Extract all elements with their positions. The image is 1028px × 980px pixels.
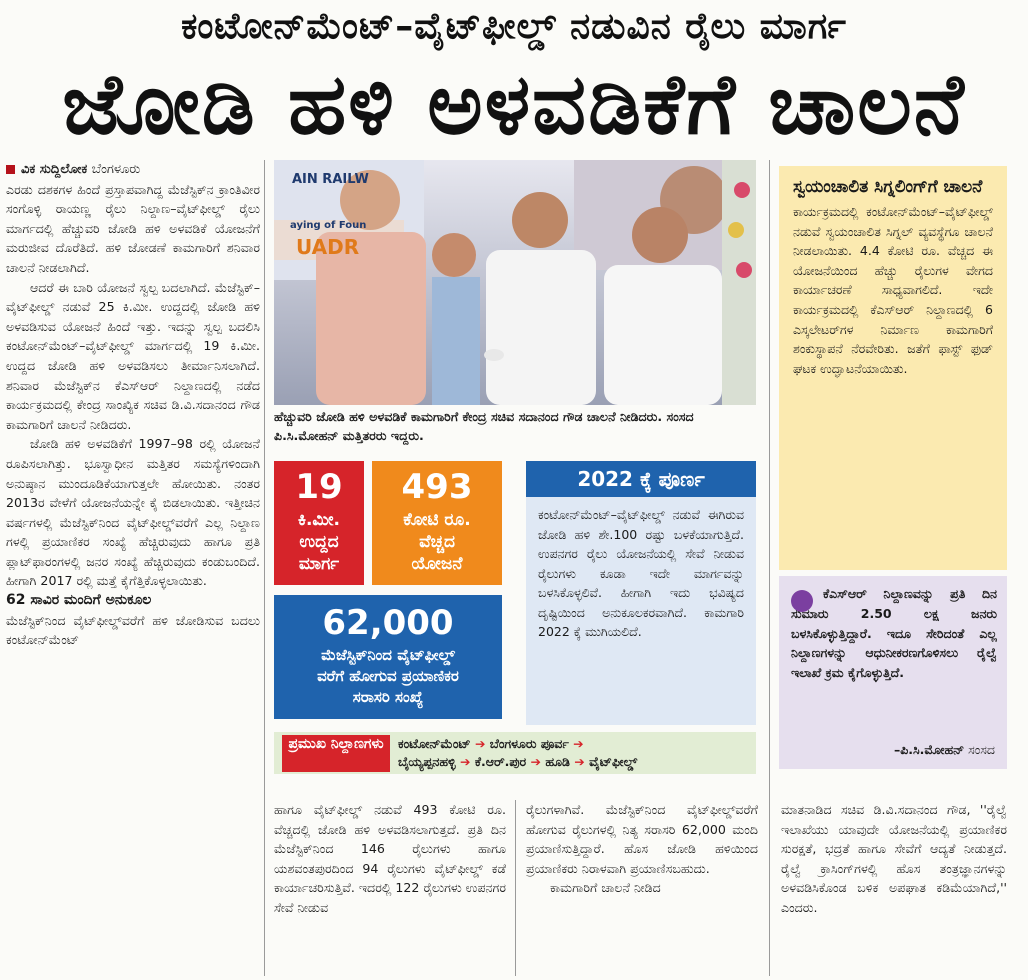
column-divider [769, 160, 770, 976]
stat-label: ಕಿ.ಮೀ. [297, 510, 341, 530]
quote-text: ಕೆಎಸ್‌ಆರ್ ನಿಲ್ದಾಣವನ್ನು ಪ್ರತಿ ದಿನ ಸುಮಾರು 2.50 ಲಕ್ಷ ಜನರು ಬಳಸಿಕೊಳ್ಳುತ್ತಿದ್ದಾರೆ. ಇದೂ ಸೇರಿದಂತೆ ಎಲ್ಲ ನಿಲ್ದಾಣಗಳನ್ನು ಆಧುನೀಕರಣಗೊಳಿಸಲು ರೈಲ್ವೆ ಇಲಾಖೆ ಕ್ರಮ ಕೈಗೊಳ್ಳುತ್ತಿದೆ. [791, 586, 997, 681]
route-stop: ಕಂಟೋನ್‌ಮೆಂಟ್ [398, 736, 471, 751]
signalling-title: ಸ್ವಯಂಚಾಲಿತ ಸಿಗ್ನಲಿಂಗ್‌ಗೆ ಚಾಲನೆ [793, 177, 983, 197]
kicker: ಕಂಟೋನ್‌ಮೆಂಟ್‌–ವೈಟ್‌ಫೀಲ್ಡ್ ನಡುವಿನ ರೈಲು ಮಾರ್ಗ [181, 6, 847, 47]
signalling-body: ಕಾರ್ಯಕ್ರಮದಲ್ಲಿ ಕಂಟೋನ್‌ಮೆಂಟ್‌–ವೈಟ್‌ಫೀಲ್ಡ್ ನಡುವೆ ಸ್ವಯಂಚಾಲಿತ ಸಿಗ್ನಲ್ ವ್ಯವಸ್ಥೆಗೂ ಚಾಲನೆ ನೀಡಲಾಯಿತು. 4.4 ಕೋಟಿ ರೂ. ವೆಚ್ಚದ ಈ ಯೋಜನೆಯಿಂದ ಹೆಚ್ಚು ರೈಲುಗಳ ವೇಗದ ಕಾರ್ಯಾಚರಣೆ ಸಾಧ್ಯವಾಗಲಿದೆ. ಇದೇ ಕಾರ್ಯಕ್ರಮದಲ್ಲಿ ಕೆಎಸ್‌ಆರ್ ನಿಲ್ದಾಣದಲ್ಲಿ 6 ಎಸ್ಕಲೇಟರ್‌ಗಳ ನಿರ್ಮಾಣ ಕಾಮಗಾರಿಗೆ ಶಂಕುಸ್ಥಾಪನೆ ನೆರವೇರಿತು. ಜತೆಗೆ ಫಾಸ್ಟ್ ಫುಡ್ ಘಟಕ ಉದ್ಘಾಟನೆಯಾಯಿತು. [793, 204, 993, 376]
quote-name: –ಪಿ.ಸಿ.ಮೋಹನ್ [893, 742, 965, 757]
stat-label: ಮಾರ್ಗ [298, 554, 340, 574]
bottom-column-3 [526, 800, 758, 978]
route-stop: ಬೆಂಗಳೂರು ಪೂರ್ವ [489, 736, 569, 751]
photo-caption: ಹೆಚ್ಚುವರಿ ಜೋಡಿ ಹಳಿ ಅಳವಡಿಕೆ ಕಾಮಗಾರಿಗೆ ಕೇಂದ್ರ ಸಚಿವ ಸದಾನಂದ ಗೌಡ ಚಾಲನೆ ನೀಡಿದರು. ಸಂಸದ ಪಿ.ಸಿ.ಮೋಹನ್ ಮತ್ತಿತರರು ಇದ್ದರು. [274, 409, 694, 443]
route-line-2 [398, 754, 637, 770]
paragraph: ಮೆಜೆಸ್ಟಿಕ್‌ನಿಂದ ವೈಟ್‌ಫೀಲ್ಡ್‌ವರೆಗೆ ಹಳಿ ಜೋಡಿಸುವ ಬದಲು ಕಂಟೋನ್‌ಮೆಂಟ್ [6, 612, 260, 648]
paragraph: ರೈಲುಗಳಾಗಿವೆ. ಮೆಜೆಸ್ಟಿಕ್‌ನಿಂದ ವೈಟ್‌ಫೀಲ್ಡ್‌ವರೆಗೆ ಹೋಗುವ ರೈಲುಗಳಲ್ಲಿ ನಿತ್ಯ ಸರಾಸರಿ 62,000 ಮಂದಿ ಪ್ರಯಾಣಿಸುತ್ತಿದ್ದಾರೆ. ಹೊಸ ಜೋಡಿ ಹಳಿಯಿಂದ ಪ್ರಯಾಣಿಕರು ನಿರಾಳವಾಗಿ ಪ್ರಯಾಣಿಸಬಹುದು. [526, 802, 758, 876]
stat-box-cost [372, 461, 502, 585]
completion-title: 2022 ಕ್ಕೆ ಪೂರ್ಣ [526, 461, 756, 497]
arrow-icon: ➔ [460, 754, 471, 769]
stat-box-distance [274, 461, 364, 585]
bottom-column-2: ಹಾಗೂ ವೈಟ್‌ಫೀಲ್ಡ್ ನಡುವೆ 493 ಕೋಟಿ ರೂ. ವೆಚ್ಚದಲ್ಲಿ ಜೋಡಿ ಹಳಿ ಅಳವಡಿಸಲಾಗುತ್ತದೆ. ಪ್ರತಿ ದಿನ ಮೆಜೆಸ್ಟಿಕ್‌ನಿಂದ 146 ರೈಲುಗಳು ಹಾಗೂ ಯಶವಂತಪುರದಿಂದ 94 ರೈಲುಗಳು ವೈಟ್‌ಫೀಲ್ಡ್ ಕಡೆ ಕಾರ್ಯಾಚರಿಸುತ್ತಿವೆ. ಇದರಲ್ಲಿ 122 ರೈಲುಗಳು ಉಪನಗರ ಸೇವೆ ನೀಡುವ [274, 802, 506, 915]
stat-number: 19 [295, 467, 343, 507]
quote-box [779, 576, 1007, 769]
paragraph: ಕಾಮಗಾರಿಗೆ ಚಾಲನೆ ನೀಡಿದ [550, 880, 661, 896]
bottom-column-4: ಮಾತನಾಡಿದ ಸಚಿವ ಡಿ.ವಿ.ಸದಾನಂದ ಗೌಡ, ''ರೈಲ್ವೆ ಇಲಾಖೆಯು ಯಾವುದೇ ಯೋಜನೆಯಲ್ಲಿ ಪ್ರಯಾಣಿಕರ ಸುರಕ್ಷತೆ, ಭದ್ರತೆ ಹಾಗೂ ಸೇವೆಗೆ ಆದ್ಯತೆ ನೀಡುತ್ತದೆ. ರೈಲ್ವೆ ಕ್ರಾಸಿಂಗ್‌ಗಳಲ್ಲಿ ಹೊಸ ತಂತ್ರಜ್ಞಾನಗಳನ್ನು ಅಳವಡಿಸಿಕೊಂಡ ಬಳಿಕ ಅಪಘಾತ ಕಡಿಮೆಯಾಗಿದೆ,'' ಎಂದರು. [781, 802, 1007, 915]
route-stop: ವೈಟ್‌ಫೀಲ್ಡ್ [589, 754, 638, 769]
stat-label: ಸರಾಸರಿ ಸಂಖ್ಯೆ [352, 688, 424, 706]
stat-box-passengers [274, 595, 502, 719]
byline-city: ಬೆಂಗಳೂರು [91, 162, 141, 177]
stat-label: ಕೋಟಿ ರೂ. [403, 510, 471, 530]
page-title: ಜೋಡಿ ಹಳಿ ಅಳವಡಿಕೆಗೆ ಚಾಲನೆ [62, 55, 966, 153]
completion-box [526, 461, 756, 725]
quote-attribution [894, 742, 995, 758]
banner-text: aying of Foun [290, 220, 367, 231]
news-photo [274, 160, 756, 405]
paragraph: ಎರಡು ದಶಕಗಳ ಹಿಂದೆ ಪ್ರಸ್ತಾಪವಾಗಿದ್ದ ಮೆಜೆಸ್ಟಿಕ್‌ನ ಕ್ರಾಂತಿವೀರ ಸಂಗೊಳ್ಳಿ ರಾಯಣ್ಣ ರೈಲು ನಿಲ್ದಾಣ–ವೈಟ್‌ಫೀಲ್ಡ್ ರೈಲು ಮಾರ್ಗದಲ್ಲಿ ಹೆಚ್ಚುವರಿ ಜೋಡಿ ಹಳಿ ಅಳವಡಿಕೆ ಯೋಜನೆಗೆ ಮರುಜೀವ ದೊರೆತಿದೆ. ಹಳಿ ಜೋಡಣೆ ಕಾಮಗಾರಿಗೆ ಶನಿವಾರ ಚಾಲನೆ ನೀಡಲಾಗಿದೆ. [6, 181, 260, 275]
arrow-icon: ➔ [474, 736, 486, 751]
stat-label: ಯೋಜನೆ [411, 554, 463, 574]
stat-label: ಮೆಜೆಸ್ಟಿಕ್‌ನಿಂದ ವೈಟ್‌ಫೀಲ್ಡ್ [321, 646, 455, 664]
arrow-icon: ➔ [573, 736, 584, 751]
arrow-icon: ➔ [574, 754, 585, 769]
column-divider [264, 160, 265, 976]
route-stop: ಬೈಯ್ಯಪ್ಪನಹಳ್ಳಿ [398, 754, 456, 769]
paragraph: ಜೋಡಿ ಹಳಿ ಅಳವಡಿಕೆಗೆ 1997–98 ರಲ್ಲಿ ಯೋಜನೆ ರೂಪಿಸಲಾಗಿತ್ತು. ಭೂಸ್ವಾಧೀನ ಮತ್ತಿತರ ಸಮಸ್ಯೆಗಳಿಂದಾಗಿ ಅನುಷ್ಠಾನ ಮುಂದೂಡಿಕೆಯಾಗುತ್ತಲೇ ಹೋಯಿತು. ನಂತರ 2013ರ ವೇಳೆಗೆ ಯೋಜನೆಯನ್ನೇ ಕೈ ಬಿಡಲಾಯಿತು. ಇತ್ತೀಚಿನ ವರ್ಷಗಳಲ್ಲಿ ಮೆಜೆಸ್ಟಿಕ್‌ನಿಂದ ವೈಟ್‌ಫೀಲ್ಡ್‌ವರೆಗೆ ಎಲ್ಲ ನಿಲ್ದಾಣ ಗಳಲ್ಲಿ ಪ್ರಯಾಣಿಕರ ಸಂಖ್ಯೆ ಹೆಚ್ಚಿರುವುದು ಹಾಗೂ ಪ್ರತಿ ಪ್ಲಾಟ್‌ಫಾರಂಗಳಲ್ಲಿ ಜನರ ಸಂಖ್ಯೆ ಹೆಚ್ಚಿರುವುದು ಕಂಡುಬಂದಿದೆ. ಹೀಗಾಗಿ 2017 ರಲ್ಲಿ ಮತ್ತೆ ಕೈಗೆತ್ತಿಕೊಳ್ಳಲಾಯಿತು. [6, 436, 260, 589]
subheading: 62 ಸಾವಿರ ಮಂದಿಗೆ ಅನುಕೂಲ [6, 592, 152, 609]
signalling-box [779, 166, 1007, 570]
byline-source: ವಿಕ ಸುದ್ದಿಲೋಕ [21, 162, 88, 177]
stat-label: ವರೆಗೆ ಹೋಗುವ ಪ್ರಯಾಣಿಕರ [317, 667, 459, 685]
byline [6, 160, 260, 180]
banner-text: AIN RAILW [292, 172, 369, 187]
paragraph: ಆದರೆ ಈ ಬಾರಿ ಯೋಜನೆ ಸ್ವಲ್ಪ ಬದಲಾಗಿದೆ. ಮೆಜೆಸ್ಟಿಕ್–ವೈಟ್‌ಫೀಲ್ಡ್ ನಡುವೆ 25 ಕಿ.ಮೀ. ಉದ್ದದಲ್ಲಿ ಜೋಡಿ ಹಳಿ ಅಳವಡಿಸುವ ಯೋಜನೆ ಹಿಂದೆ ಇತ್ತು. ಇದನ್ನು ಸ್ವಲ್ಪ ಬದಲಿಸಿ ಕಂಟೋನ್‌ಮೆಂಟ್‌–ವೈಟ್‌ಫೀಲ್ಡ್ ಮಾರ್ಗದಲ್ಲಿ 19 ಕಿ.ಮೀ. ಉದ್ದದ ಜೋಡಿ ಹಳಿ ಅಳವಡಿಸಲು ತೀರ್ಮಾನಿಸಲಾಗಿದೆ. ಶನಿವಾರ ಮೆಜೆಸ್ಟಿಕ್‌ನ ಕೆಎಸ್‌ಆರ್ ನಿಲ್ದಾಣದಲ್ಲಿ ನಡೆದ ಕಾರ್ಯಕ್ರಮದಲ್ಲಿ ಕೇಂದ್ರ ಸಾಂಖ್ಯಿಕ ಸಚಿವ ಡಿ.ವಿ.ಸದಾನಂದ ಗೌಡ ಕಾಮಗಾರಿಗೆ ಚಾಲನೆ ನೀಡಿದರು. [6, 279, 260, 432]
route-line-1 [398, 736, 584, 752]
stat-number: 493 [401, 467, 473, 507]
route-strip [274, 732, 756, 774]
stat-label: ಉದ್ದದ [299, 532, 339, 552]
route-label: ಪ್ರಮುಖ ನಿಲ್ದಾಣಗಳು [282, 735, 390, 772]
stat-label: ವೆಚ್ಚದ [419, 532, 455, 552]
route-stop: ಹೂಡಿ [545, 754, 570, 769]
arrow-icon: ➔ [530, 754, 542, 769]
quote-role: ಸಂಸದ [968, 742, 995, 757]
route-stop: ಕೆ.ಆರ್.ಪುರ [474, 754, 527, 769]
column-divider [515, 800, 516, 976]
left-column [6, 160, 260, 978]
byline-marker [6, 165, 15, 174]
completion-body: ಕಂಟೋನ್‌ಮೆಂಟ್‌–ವೈಟ್‌ಫೀಲ್ಡ್ ನಡುವೆ ಈಗಿರುವ ಜೋಡಿ ಹಳಿ ಶೇ.100 ರಷ್ಟು ಬಳಕೆಯಾಗುತ್ತಿದೆ. ಉಪನಗರ ರೈಲು ಯೋಜನೆಯಲ್ಲಿ ಸೇವೆ ನೀಡುವ ರೈಲುಗಳು ಕೂಡಾ ಇದೇ ಮಾರ್ಗವನ್ನು ಬಳಸಿಕೊಳ್ಳಲಿವೆ. ಹೀಗಾಗಿ ಇದು ಭವಿಷ್ಯದ ದೃಷ್ಟಿಯಿಂದ ಅನುಕೂಲಕರವಾಗಿದೆ. ಕಾಮಗಾರಿ 2022 ಕ್ಕೆ ಮುಗಿಯಲಿದೆ. [538, 507, 744, 639]
stat-number: 62,000 [322, 603, 454, 643]
banner-text: UADR [296, 235, 360, 259]
